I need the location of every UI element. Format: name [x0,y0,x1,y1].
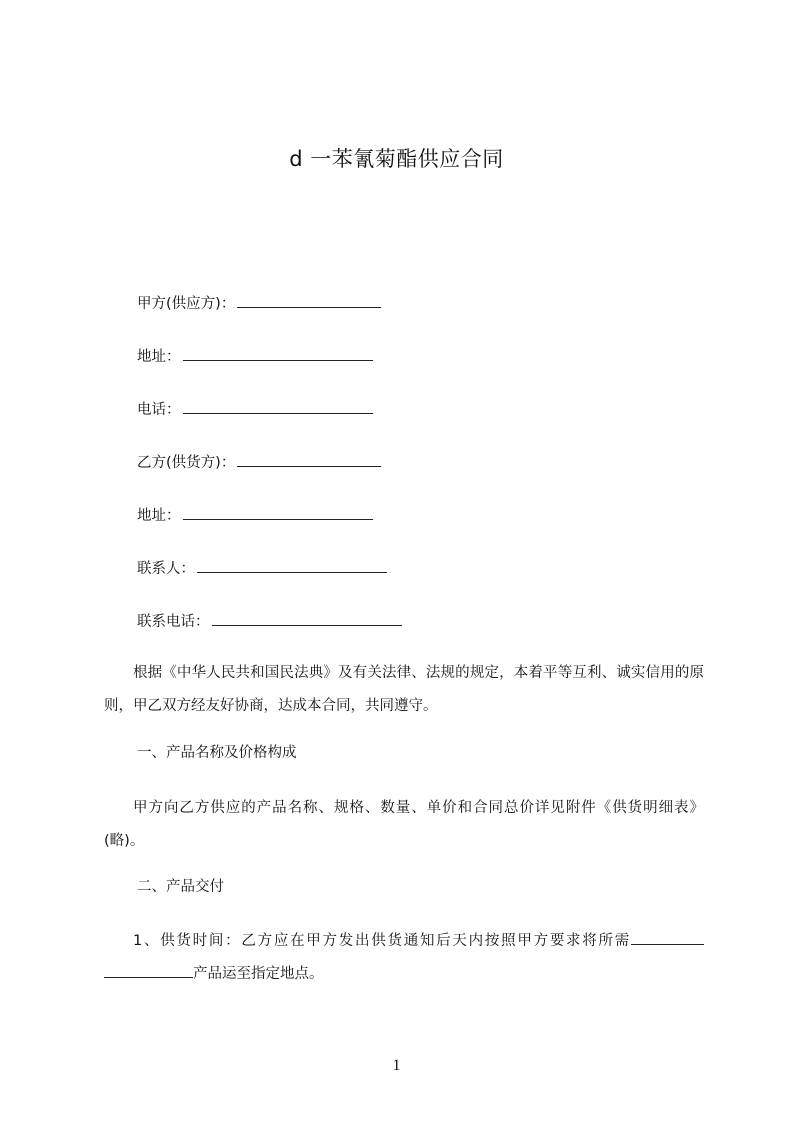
party-a-label: 甲方(供应方)： [137,296,236,312]
section1-body: 甲方向乙方供应的产品名称、规格、数量、单价和合同总价详见附件《供货明细表》(略)。 [104,800,704,849]
party-b-contact-label: 联系人： [137,561,195,577]
section2-item1-text: 1、供货时间：乙方应在甲方发出供货通知后天内按照甲方要求将所需 [133,933,631,949]
section2-heading: 二、产品交付 [137,879,224,895]
preamble-paragraph: 根据《中华人民共和国民法典》及有关法律、法规的规定，本着平等互利、诚实信用的原则，甲乙双方经友好协商，达成本合同，共同遵守。 [104,665,704,714]
party-b-blank [237,452,381,467]
party-b-address-line [137,505,373,526]
section2-item1-blank-b [104,963,193,978]
party-a-address-line [137,346,373,367]
party-a-blank [237,293,381,308]
party-a-phone-label: 电话： [137,402,181,418]
section1-heading: 一、产品名称及价格构成 [137,745,297,761]
party-b-contact-blank [197,558,387,573]
party-b-address-label: 地址： [137,508,181,524]
document-title: d 一苯氰菊酯供应合同 [289,147,504,171]
party-a-address-blank [183,346,373,361]
party-a-address-label: 地址： [137,349,181,365]
party-a-line [137,293,381,314]
section2-item1-blank-a [631,930,704,945]
party-b-contact-phone-line [137,611,402,632]
party-b-line [137,452,381,473]
section2-item1 [104,925,704,991]
party-b-contact-phone-blank [212,611,402,626]
party-a-phone-line [137,399,373,420]
party-b-address-blank [183,505,373,520]
party-b-contact-phone-label: 联系电话： [137,614,210,630]
party-b-contact-line [137,558,387,579]
party-b-label: 乙方(供货方)： [137,455,236,471]
section2-item1-tail: 产品运至指定地点。 [193,966,324,982]
party-a-phone-blank [183,399,373,414]
page-number: 1 [392,1057,401,1074]
